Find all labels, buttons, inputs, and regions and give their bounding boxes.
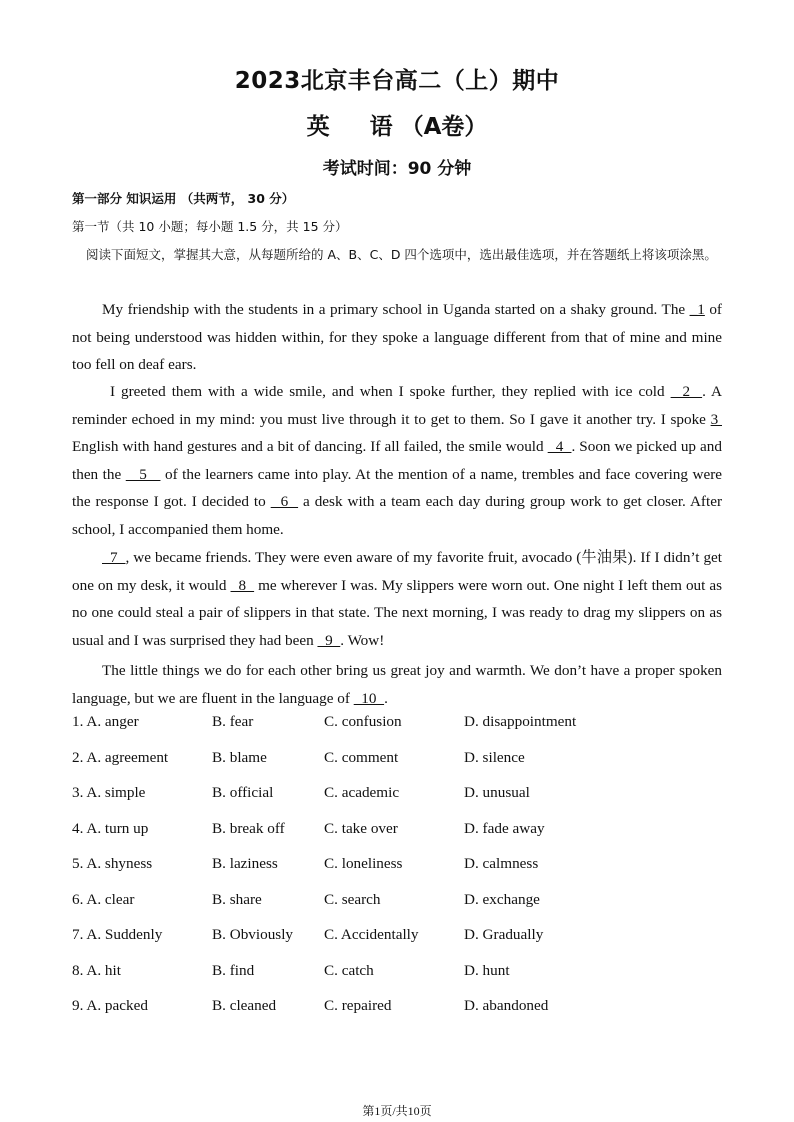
option-b: B. Obviously — [212, 926, 294, 943]
text-segment: me wherever I was. My slippers were worn out. One night I left them out as no one could steal a pair of slippers in that state. The next morning, I was ready to drag my slippers on as usual and I was surprised they had been — [72, 576, 722, 649]
option-d: D. fade away — [464, 819, 545, 837]
option-a: 7. A. Suddenly — [72, 926, 163, 943]
text-segment: , we became friends. They were even aware of my favorite fruit, avocado (牛油果). If I didn’t get one on my desk, it would — [72, 549, 723, 594]
option-b: B. official — [212, 784, 274, 801]
passage-paragraph-1 — [72, 296, 722, 379]
option-c: C. take over — [324, 819, 398, 837]
instructions: 阅读下面短文，掌握其大意，从每题所给的 A、B、C、D 四个选项中，选出最佳选项，并在答题纸上将该项涂黑。 — [86, 247, 717, 262]
option-b: B. cleaned — [212, 997, 277, 1014]
section1-title: 第一节（共 10 小题；每小题 1.5 分，共 15 分） — [72, 219, 348, 234]
option-row-6 — [72, 891, 722, 927]
text-segment: I greeted them with a wide smile, and when I spoke further, they replied with ice cold — [110, 383, 671, 400]
text-segment: . Wow! — [340, 631, 385, 649]
option-a: 8. A. hit — [72, 961, 121, 979]
text-segment: a desk with a team each day during group work to get closer. After school, I accompanied them home. — [72, 493, 722, 538]
exam-time: 考试时间：90 分钟 — [322, 159, 472, 179]
answer-options-list — [72, 713, 722, 1033]
option-row-1 — [72, 713, 722, 749]
option-b: B. fear — [212, 713, 254, 730]
option-row-2 — [72, 749, 722, 785]
blank-7: 7 — [102, 549, 126, 566]
blank-4: 4 — [547, 438, 572, 455]
option-row-9 — [72, 997, 722, 1033]
option-row-7 — [72, 926, 722, 962]
blank-5: 5 — [125, 465, 161, 483]
passage-paragraph-3 — [72, 544, 722, 654]
option-row-4 — [72, 820, 722, 856]
option-b: B. blame — [212, 748, 267, 766]
option-b: B. share — [212, 890, 262, 908]
option-d: D. calmness — [464, 855, 539, 872]
text-segment: . A reminder echoed in my mind: you must live through it to get to them. So I gave it another try. I spoke — [72, 383, 722, 428]
option-d: D. Gradually — [464, 926, 544, 943]
blank-3: 3 — [710, 410, 722, 428]
passage-paragraph-4 — [72, 657, 722, 712]
option-b: B. find — [212, 961, 255, 979]
option-c: C. comment — [324, 748, 399, 766]
subject-char-1: 英 — [306, 114, 330, 140]
blank-9: 9 — [317, 631, 341, 649]
option-a: 3. A. simple — [72, 784, 146, 801]
option-row-5 — [72, 855, 722, 891]
option-row-8 — [72, 962, 722, 998]
text-segment: of the learners came into play. At the mention of a name, trembles and face covering were the response I got. I decided to — [72, 465, 723, 510]
option-a: 9. A. packed — [72, 997, 148, 1014]
paper-type: （A卷） — [400, 114, 488, 140]
text-segment: of not being understood was hidden within, for they spoke a language different from that of mine and mine too fell on deaf ears. — [72, 301, 722, 373]
option-d: D. disappointment — [464, 713, 577, 730]
option-d: D. unusual — [464, 784, 530, 801]
option-a: 5. A. shyness — [72, 855, 153, 872]
option-a: 1. A. anger — [72, 713, 139, 730]
blank-2: 2 — [670, 383, 703, 400]
option-a: 6. A. clear — [72, 890, 135, 908]
blank-10: 10 — [353, 689, 385, 707]
blank-8: 8 — [230, 576, 255, 594]
text-segment: . — [384, 689, 388, 707]
blank-6: 6 — [270, 493, 299, 510]
option-c: C. academic — [324, 784, 400, 801]
subject-char-2: 语 — [369, 114, 393, 140]
option-c: C. repaired — [324, 997, 392, 1014]
blank-1: _1 — [689, 301, 705, 318]
option-d: D. silence — [464, 748, 525, 766]
option-d: D. exchange — [464, 890, 540, 908]
option-d: D. abandoned — [464, 997, 549, 1014]
option-c: C. search — [324, 890, 381, 908]
subject-title — [0, 108, 794, 141]
option-b: B. laziness — [212, 855, 278, 872]
exam-title: 2023北京丰台高二（上）期中 — [234, 68, 560, 94]
option-a: 4. A. turn up — [72, 819, 149, 837]
part1-title: 第一部分 知识运用 （共两节， 30 分） — [72, 191, 295, 206]
option-c: C. Accidentally — [324, 926, 419, 943]
option-d: D. hunt — [464, 961, 510, 979]
option-row-3 — [72, 784, 722, 820]
text-segment: My friendship with the students in a primary school in Uganda started on a shaky ground. The — [102, 301, 690, 318]
passage-paragraph-2 — [72, 378, 722, 543]
text-segment: English with hand gestures and a bit of dancing. If all failed, the smile would — [72, 438, 548, 455]
page-number: 第1页/共10页 — [362, 1104, 432, 1118]
option-c: C. catch — [324, 961, 374, 979]
option-c: C. loneliness — [324, 855, 403, 872]
option-a: 2. A. agreement — [72, 748, 169, 766]
option-c: C. confusion — [324, 713, 402, 730]
option-b: B. break off — [212, 819, 285, 837]
text-segment: . Soon we picked up and then the — [72, 438, 722, 483]
text-segment: The little things we do for each other bring us great joy and warmth. We don’t have a proper spoken language, but we are fluent in the language of — [72, 662, 722, 707]
